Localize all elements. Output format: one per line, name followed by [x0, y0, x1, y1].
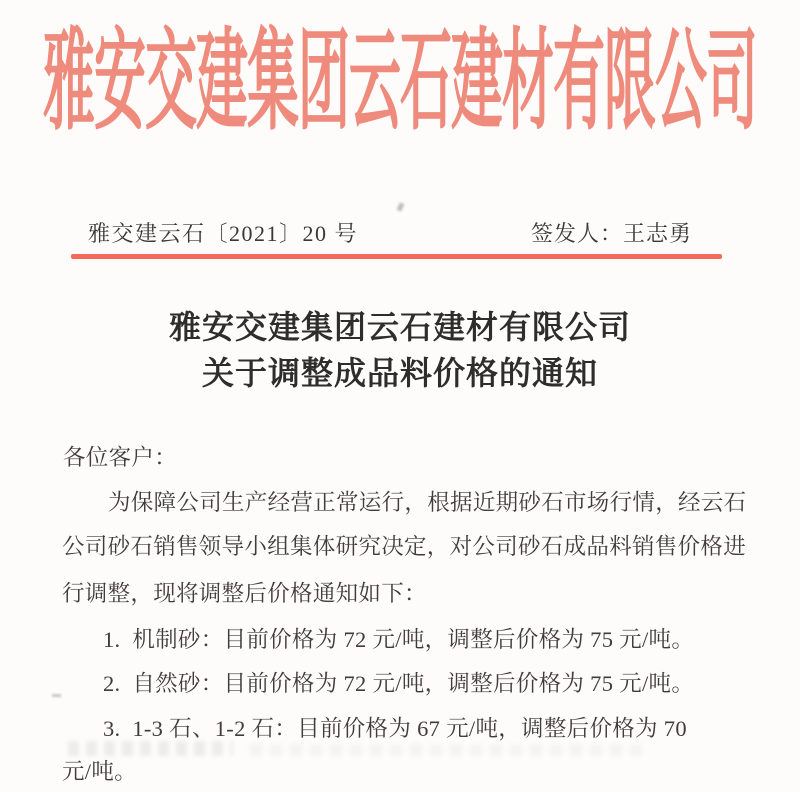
- scan-speck: [397, 202, 405, 211]
- doc-title-line1: 雅安交建集团云石建材有限公司: [168, 309, 631, 345]
- company-masthead: 雅安交建集团云石建材有限公司: [42, 23, 757, 145]
- salutation: 各位客户：: [63, 445, 178, 470]
- paragraph-line: 行调整，现将调整后价格通知如下：: [62, 581, 427, 606]
- red-separator: [71, 254, 722, 259]
- list-item-1: 1. 机制砂：目前价格为 72 元/吨，调整后价格为 75 元/吨。: [103, 627, 695, 652]
- list-item-3-continuation: 元/吨。: [62, 759, 137, 784]
- list-item-3: 3. 1-3 石、1-2 石：目前价格为 67 元/吨，调整后价格为 70: [103, 716, 687, 741]
- scan-speck: [52, 694, 61, 697]
- doc-number: 雅交建云石〔2021〕20 号: [88, 221, 359, 246]
- paragraph-line: 公司砂石销售领导小组集体研究决定，对公司砂石成品料销售价格进: [62, 534, 747, 559]
- bleedthrough-smudge: [68, 741, 233, 756]
- doc-title-line2: 关于调整成品料价格的通知: [201, 355, 598, 391]
- bleedthrough-smudge: [250, 744, 650, 756]
- issuer-name: 签发人：王志勇: [530, 221, 692, 246]
- doc-title: [0, 304, 800, 396]
- list-item-2: 2. 自然砂：目前价格为 72 元/吨，调整后价格为 75 元/吨。: [103, 671, 695, 696]
- doc-meta-line: [88, 217, 692, 248]
- paragraph-line: 为保障公司生产经营正常运行，根据近期砂石市场行情，经云石: [108, 490, 747, 515]
